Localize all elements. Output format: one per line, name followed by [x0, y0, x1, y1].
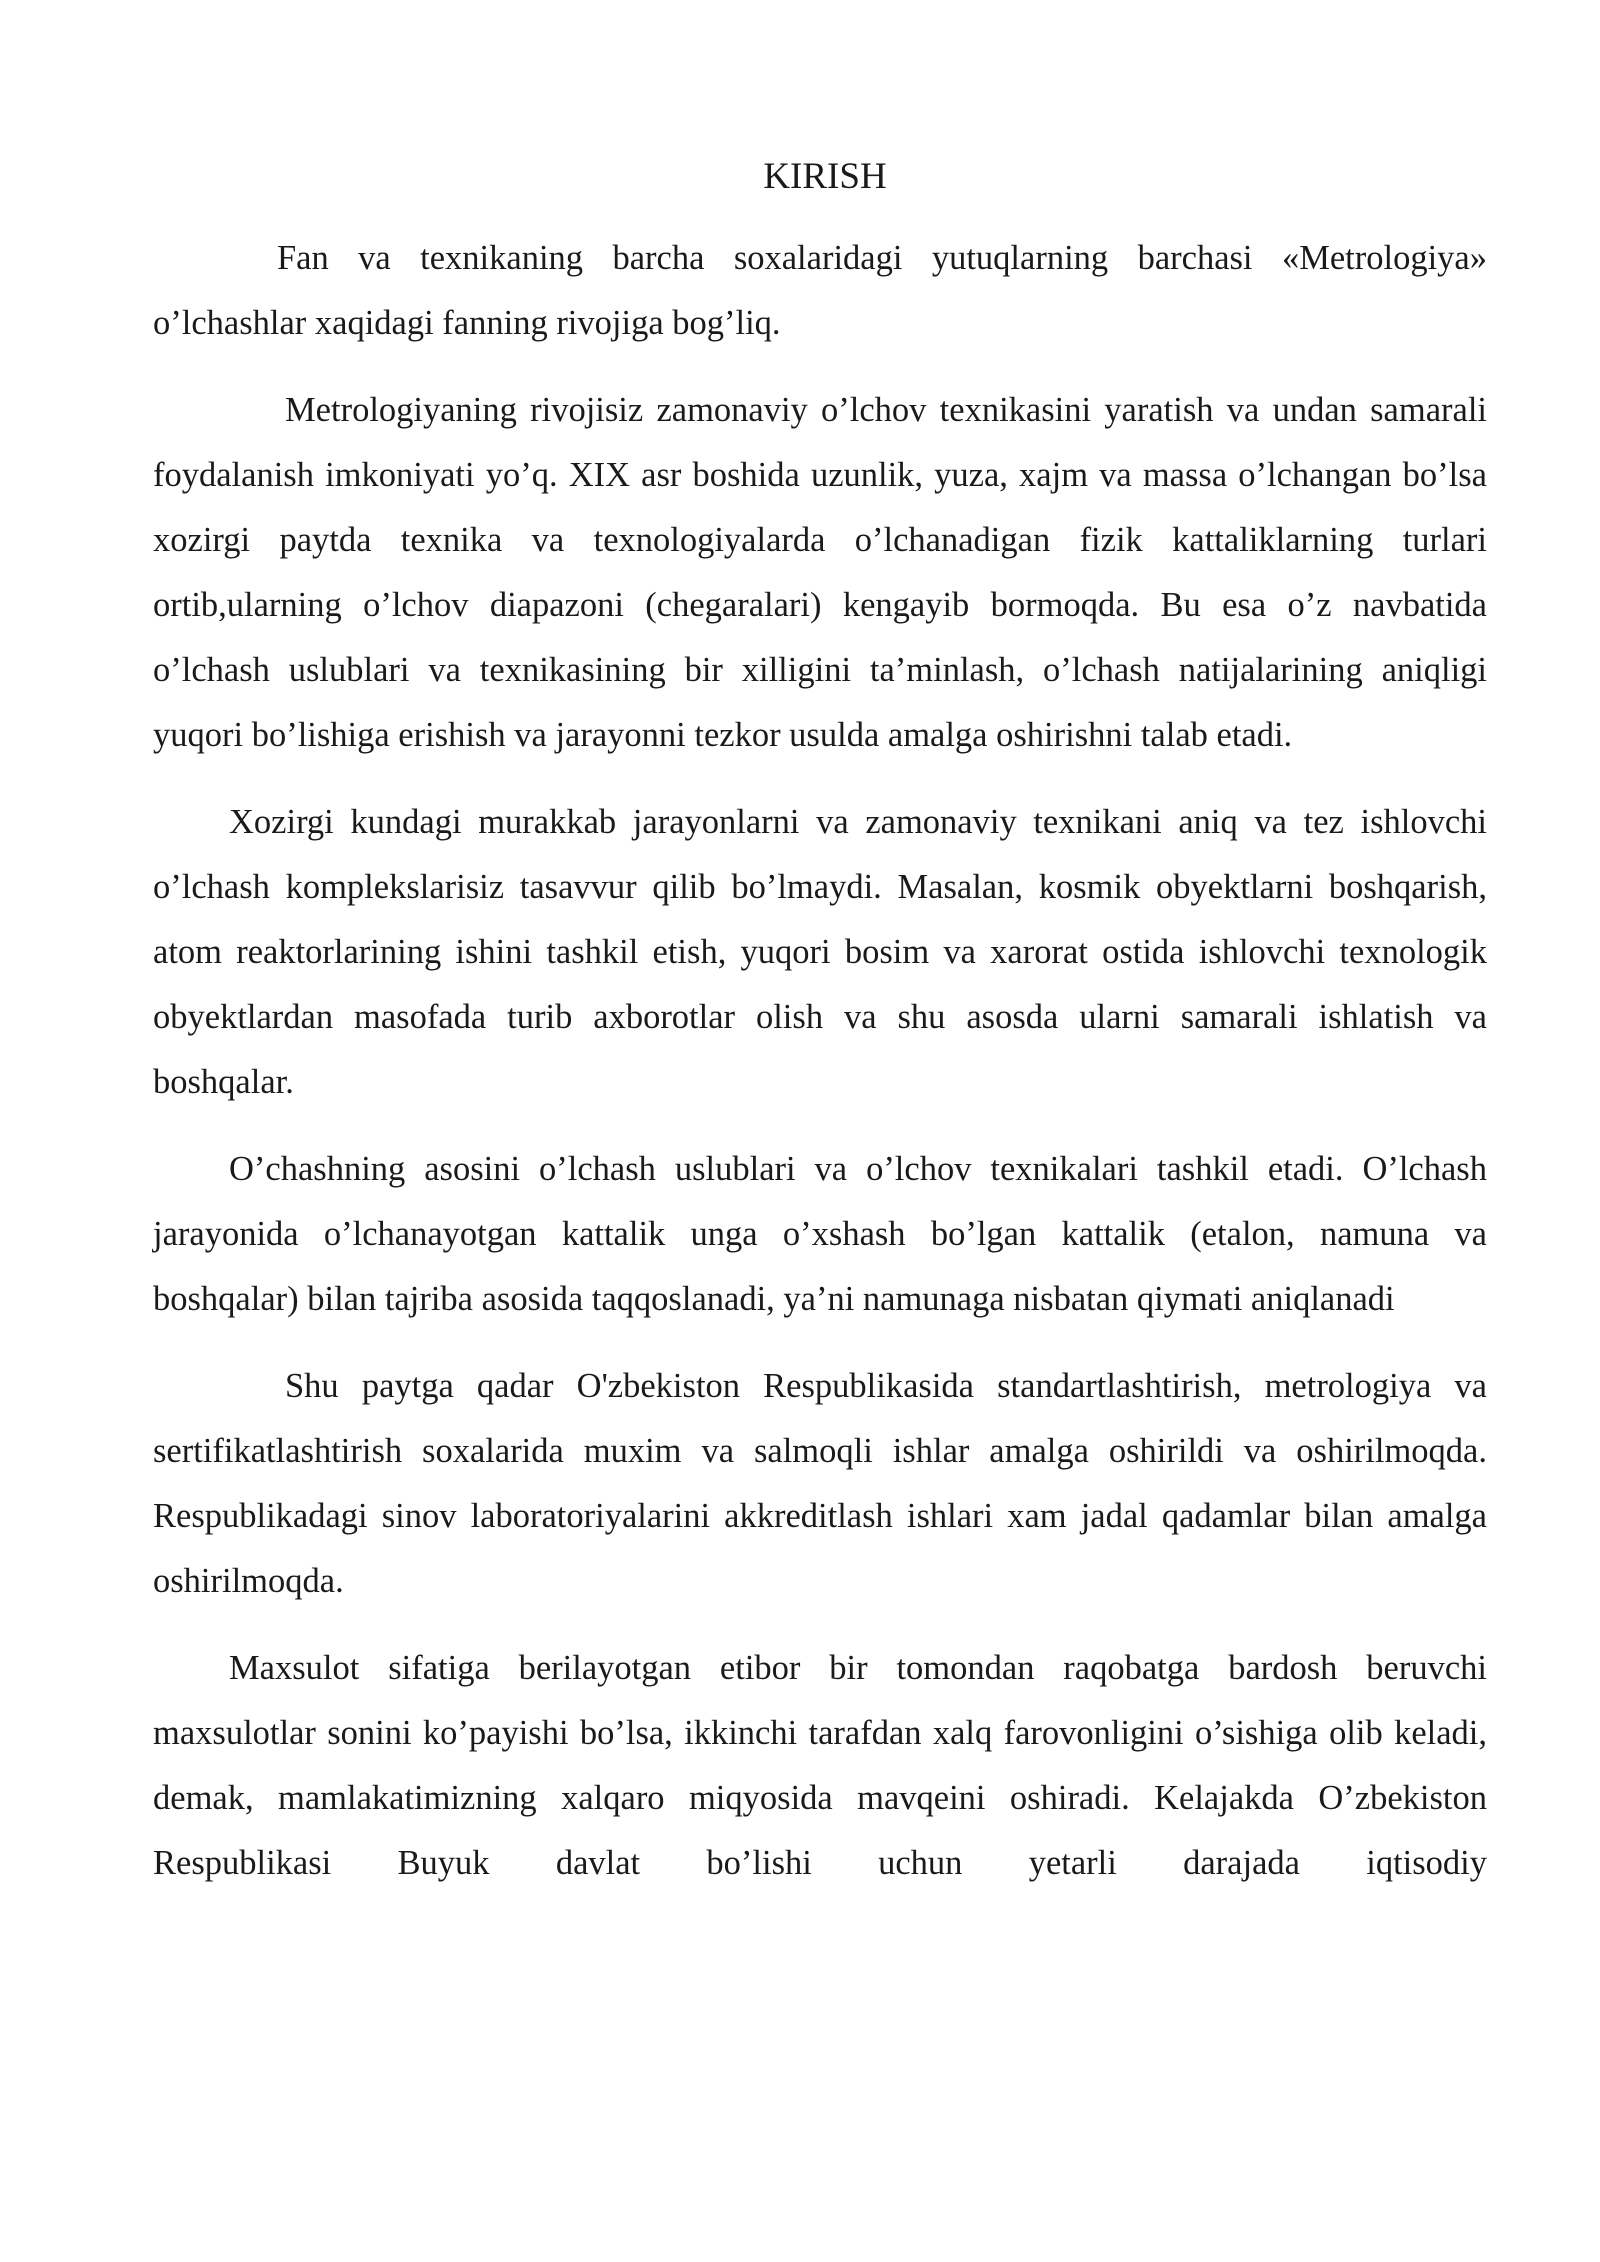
paragraph-5: Shu paytga qadar O'zbekiston Respublikasida standartlashtirish, metrologiya va sertifikatlashtirish soxalarida muxim va salmoqli ishlar amalga oshirildi va oshirilmoqda. Respublikadagi sinov laboratoriyalarini akkreditlash ishlari xam jadal qadamlar bilan amalga oshirilmoqda.: [153, 1367, 1487, 1600]
document-page: [153, 148, 1487, 1918]
paragraph-4: O’chashning asosini o’lchash uslublari va o’lchov texnikalari tashkil etadi. O’lchash jarayonida o’lchanayotgan kattalik unga o’xshash bo’lgan kattalik (etalon, namuna va boshqalar) bilan tajriba asosida taqqoslanadi, ya’ni namunaga nisbatan qiymati aniqlanadi: [153, 1150, 1487, 1318]
page-title: KIRISH: [763, 156, 887, 197]
paragraph-2: Metrologiyaning rivojisiz zamonaviy o’lchov texnikasini yaratish va undan samarali foydalanish imkoniyati yo’q. XIX asr boshida uzunlik, yuza, xajm va massa o’lchangan bo’lsa xozirgi paytda texnika va texnologiyalarda o’lchanadigan fizik kattaliklarning turlari ortib,ularning o’lchov diapazoni (chegaralari) kengayib bormoqda. Bu esa o’z navbatida o’lchash uslublari va texnikasining bir xilligini ta’minlash, o’lchash natijalarining aniqligi yuqori bo’lishiga erishish va jarayonni tezkor usulda amalga oshirishni talab etadi.: [153, 391, 1487, 754]
paragraph-3: Xozirgi kundagi murakkab jarayonlarni va zamonaviy texnikani aniq va tez ishlovchi o’lchash komplekslarisiz tasavvur qilib bo’lmaydi. Masalan, kosmik obyektlarni boshqarish, atom reaktorlarining ishini tashkil etish, yuqori bosim va xarorat ostida ishlovchi texnologik obyektlardan masofada turib axborotlar olish va shu asosda ularni samarali ishlatish va boshqalar.: [153, 803, 1487, 1101]
paragraph-6: Maxsulot sifatiga berilayotgan etibor bir tomondan raqobatga bardosh beruvchi maxsulotlar sonini ko’payishi bo’lsa, ikkinchi tarafdan xalq farovonligini o’sishiga olib keladi, demak, mamlakatimizning xalqaro miqyosida mavqeini oshiradi. Kelajakda O’zbekiston Respublikasi Buyuk davlat bo’lishi uchun yetarli darajada iqtisodiy: [153, 1649, 1487, 1882]
paragraph-1: Fan va texnikaning barcha soxalaridagi yutuqlarning barchasi «Metrologiya» o’lchashlar xaqidagi fanning rivojiga bog’liq.: [153, 239, 1487, 342]
